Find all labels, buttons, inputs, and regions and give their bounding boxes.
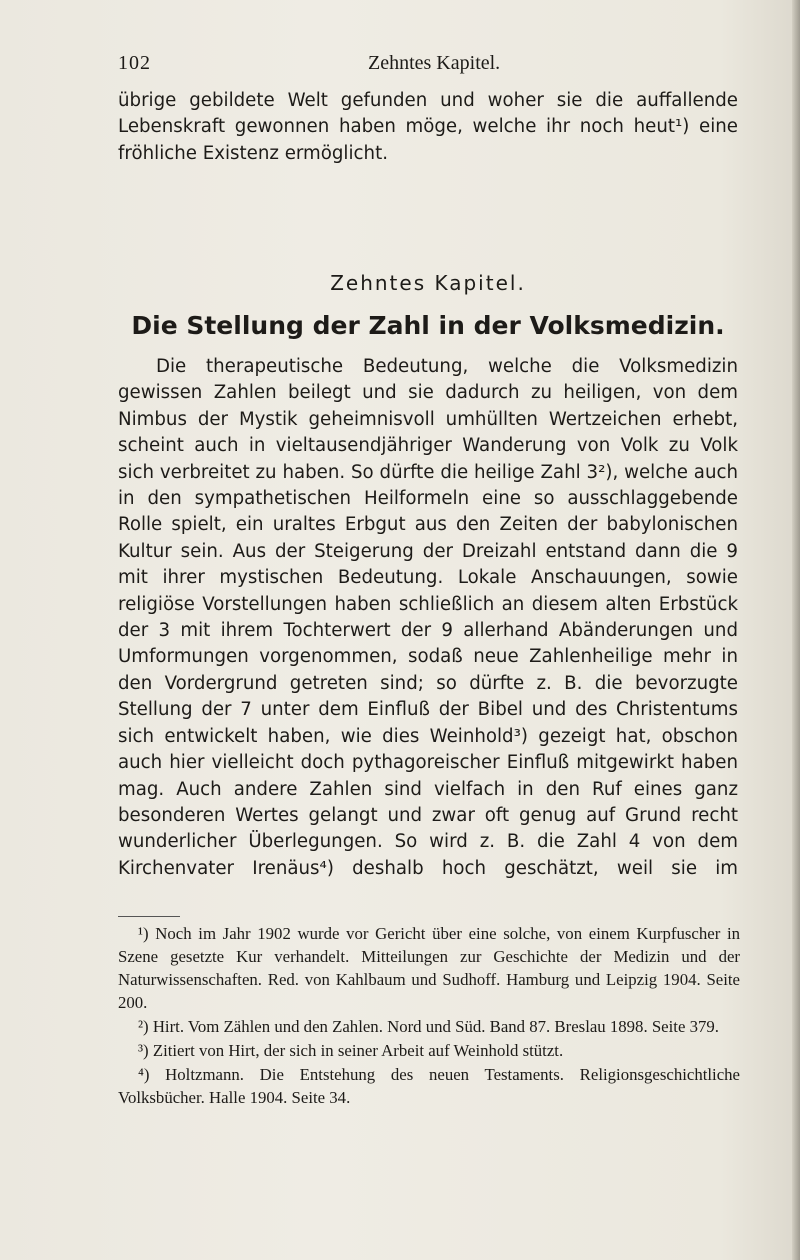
footnotes xyxy=(118,922,740,1110)
footnote-2: ²) Hirt. Vom Zählen und den Zahlen. Nord und Süd. Band 87. Breslau 1898. Seite 379. xyxy=(138,1017,719,1036)
chapter-label: Zehntes Kapitel. xyxy=(330,271,526,295)
footnote-3: ³) Zitiert von Hirt, der sich in seiner Arbeit auf Weinhold stützt. xyxy=(138,1041,564,1060)
page-header xyxy=(118,52,728,82)
chapter-title: Die Stellung der Zahl in der Volksmedizin. xyxy=(131,311,725,340)
page-edge-shadow xyxy=(792,0,800,1260)
intro-paragraph xyxy=(118,88,738,167)
running-title: Zehntes Kapitel. xyxy=(368,52,501,74)
footnote-1: ¹) Noch im Jahr 1902 wurde vor Gericht über eine solche, von einem Kurpfuscher in Szene gesetzte Kur verhandelt. Mitteilungen zur Geschichte der Medizin und der Naturwissenschaften. Red. von Kahlbaum und Sudhoff. Hamburg und Leipzig 1904. Seite 200. xyxy=(118,924,740,1012)
footnote-4: ⁴) Holtzmann. Die Entstehung des neuen Testaments. Religionsgeschichtliche Volksbücher. Halle 1904. Seite 34. xyxy=(118,1065,740,1107)
intro-text: übrige gebildete Welt gefunden und woher sie die auffallende Lebenskraft gewonnen haben möge, welche ihr noch heut¹) eine fröhliche Existenz ermöglicht. xyxy=(118,90,738,164)
main-paragraph xyxy=(118,354,738,882)
main-text: Die therapeutische Bedeutung, welche die Volksmedizin gewissen Zahlen beilegt und sie dadurch zu heiligen, von dem Nimbus der Mystik geheimnisvoll umhüllten Wertzeichen erhebt, scheint auch in vieltausendjähriger Wanderung von Volk zu Volk sich verbreitet zu haben. So dürfte die heilige Zahl 3²), welche auch in den sympathetischen Heilformeln eine so ausschlaggebende Rolle spielt, ein uraltes Erbgut aus den Zeiten der babylonischen Kultur sein. Aus der Steigerung der Dreizahl entstand dann die 9 mit ihrer mystischen Bedeutung. Lokale Anschauungen, sowie religiöse Vorstellungen haben schließlich an diesem alten Erbstück der 3 mit ihrem Tochterwert der 9 allerhand Abänderungen und Umformungen vorgenommen, sodaß neue Zahlenheilige mehr in den Vordergrund getreten sind; so dürfte z. B. die bevorzugte Stellung der 7 unter dem Einfluß der Bibel und des Christentums sich entwickelt haben, wie dies Weinhold³) gezeigt hat, obschon auch hier vielleicht doch pythagoreischer Einfluß mitgewirkt haben mag. Auch andere Zahlen sind vielfach in den Ruf eines ganz besonderen Wertes gelangt und zwar oft genug auf Grund recht wunderlicher Überlegungen. So wird z. B. die Zahl 4 von dem Kirchenvater Irenäus⁴) deshalb hoch geschätzt, weil sie im xyxy=(118,356,738,879)
footnote-rule xyxy=(118,916,180,917)
page-number: 102 xyxy=(118,52,151,74)
